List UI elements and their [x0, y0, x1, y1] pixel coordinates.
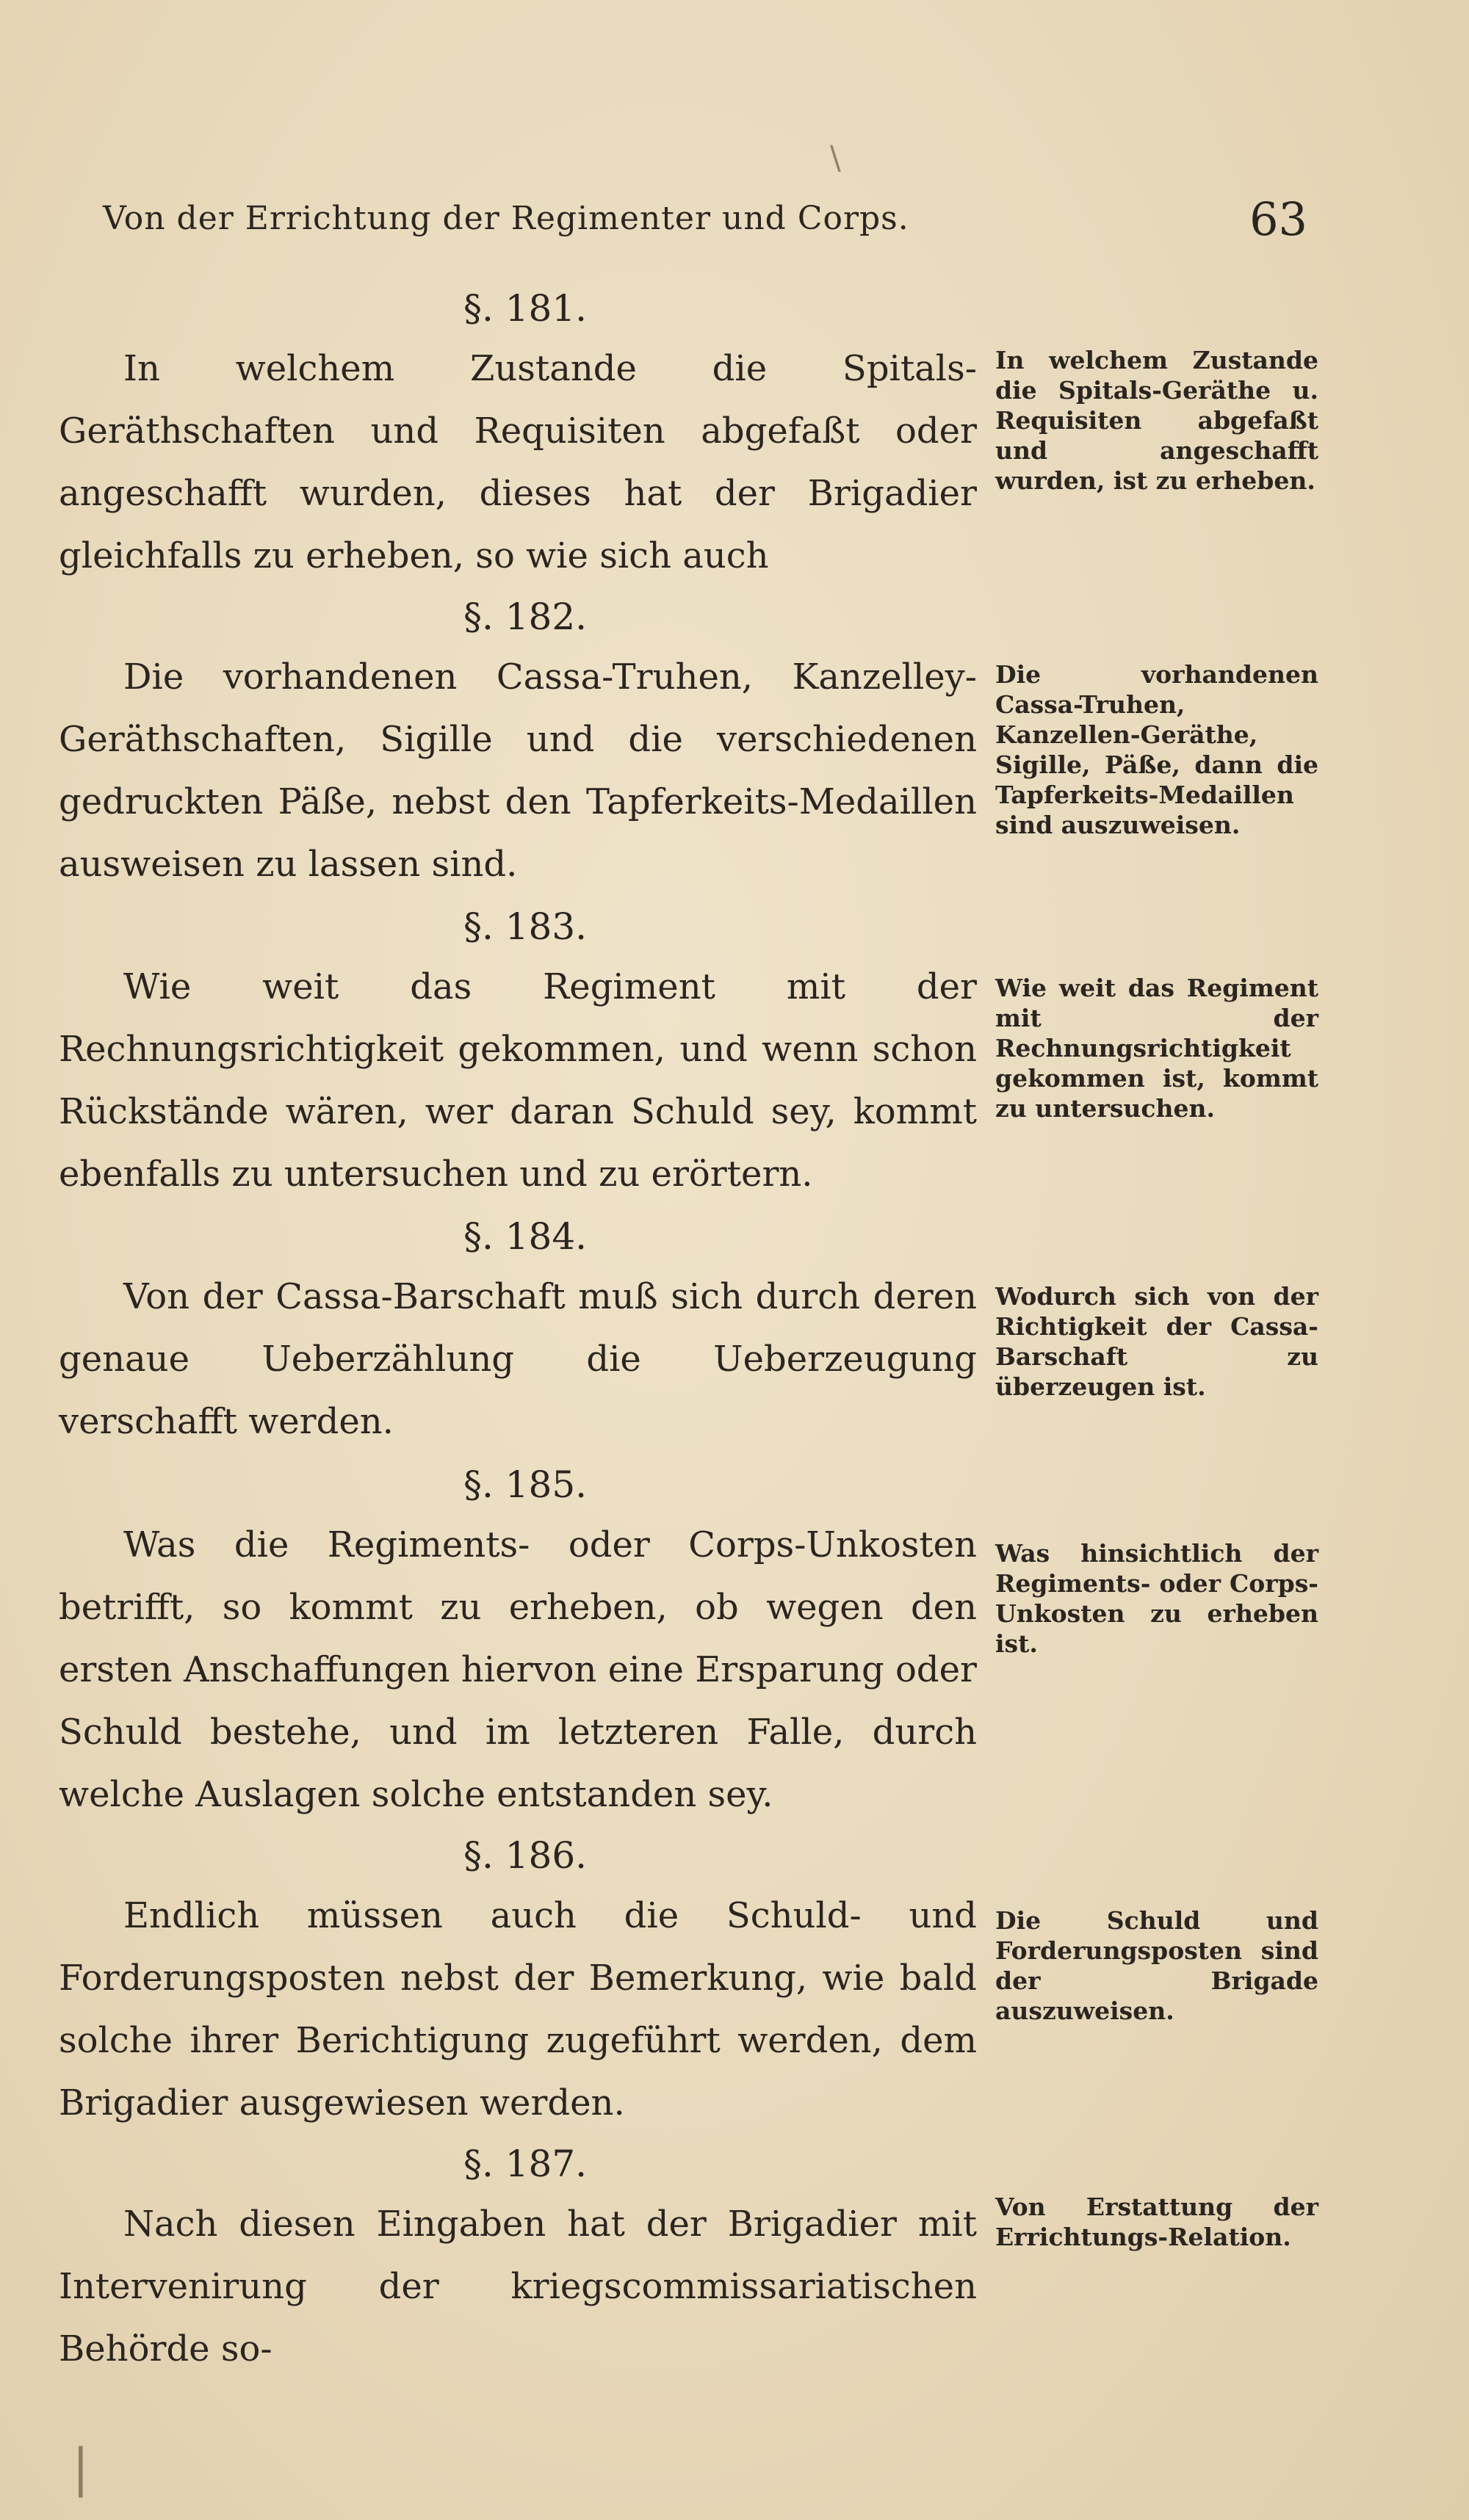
section-number: §. 182. — [463, 595, 588, 638]
running-title: Von der Errichtung der Regimenter und Corps. — [103, 200, 909, 237]
section-187 — [59, 2135, 977, 2369]
section-185 — [59, 1455, 977, 1826]
running-header — [103, 192, 1307, 251]
section-181 — [59, 279, 977, 587]
section-183 — [59, 897, 977, 1207]
section-text: Was die Regiments- oder Corps-Unkosten betrifft, so kommt zu erheben, ob wegen den ersten Anschaffungen hiervon eine Ersparung oder Schuld bestehe, und im letzteren Falle, durch welche Auslagen solche entstanden sey. — [59, 1524, 977, 1815]
section-186 — [59, 1826, 977, 2135]
section-text: Von der Cassa-Barschaft muß sich durch deren genaue Ueberzählung die Ueberzeugung verschafft werden. — [59, 1276, 977, 1442]
margin-note-183: Wie weit das Regiment mit der Rechnungsrichtigkeit gekommen ist, kommt zu untersuchen. — [995, 974, 1318, 1123]
margin-note-186: Die Schuld und Forderungsposten sind der Brigade auszuweisen. — [995, 1906, 1318, 2025]
section-number: §. 185. — [463, 1463, 588, 1506]
page-number: 63 — [1249, 192, 1307, 246]
section-184 — [59, 1207, 977, 1455]
section-text: Endlich müssen auch die Schuld- und Forderungsposten nebst der Bemerkung, wie bald solche ihrer Berichtigung zugeführt werden, dem Brigadier ausgewiesen werden. — [59, 1895, 977, 2123]
margin-note-184: Wodurch sich von der Richtigkeit der Cassa-Barschaft zu überzeugen ist. — [995, 1282, 1318, 1401]
main-text-column — [59, 279, 977, 2369]
section-text: Nach diesen Eingaben hat der Brigadier mit Intervenirung der kriegscommissariatischen Behörde so- — [59, 2204, 977, 2369]
margin-note-185: Was hinsichtlich der Regiments- oder Corps-Unkosten zu erheben ist. — [995, 1539, 1318, 1658]
section-text: In welchem Zustande die Spitals-Geräthschaften und Requisiten abgefaßt oder angeschafft wurden, dieses hat der Brigadier gleichfalls zu erheben, so wie sich auch — [59, 348, 977, 576]
section-number: §. 183. — [463, 905, 588, 948]
paper-mark: \ — [830, 140, 841, 177]
paper-mark: | — [72, 2438, 90, 2498]
section-number: §. 181. — [463, 287, 588, 330]
margin-note-187: Von Erstattung der Errichtungs-Relation. — [995, 2193, 1318, 2251]
section-number: §. 186. — [463, 1834, 588, 1877]
section-182 — [59, 587, 977, 897]
section-number: §. 187. — [463, 2143, 588, 2185]
section-text: Wie weit das Regiment mit der Rechnungsrichtigkeit gekommen, und wenn schon Rückstände wären, wer daran Schuld sey, kommt ebenfalls zu untersuchen und zu erörtern. — [59, 966, 977, 1195]
section-text: Die vorhandenen Cassa-Truhen, Kanzelley-Geräthschaften, Sigille und die verschiedenen gedruckten Päße, nebst den Tapferkeits-Medaillen ausweisen zu lassen sind. — [59, 656, 977, 885]
margin-note-181: In welchem Zustande die Spitals-Geräthe u. Requisiten abgefaßt und angeschafft wurden, ist zu erheben. — [995, 346, 1318, 495]
section-number: §. 184. — [463, 1215, 588, 1258]
margin-note-182: Die vorhandenen Cassa-Truhen, Kanzellen-Geräthe, Sigille, Päße, dann die Tapferkeits-Medaillen sind auszuweisen. — [995, 660, 1318, 839]
